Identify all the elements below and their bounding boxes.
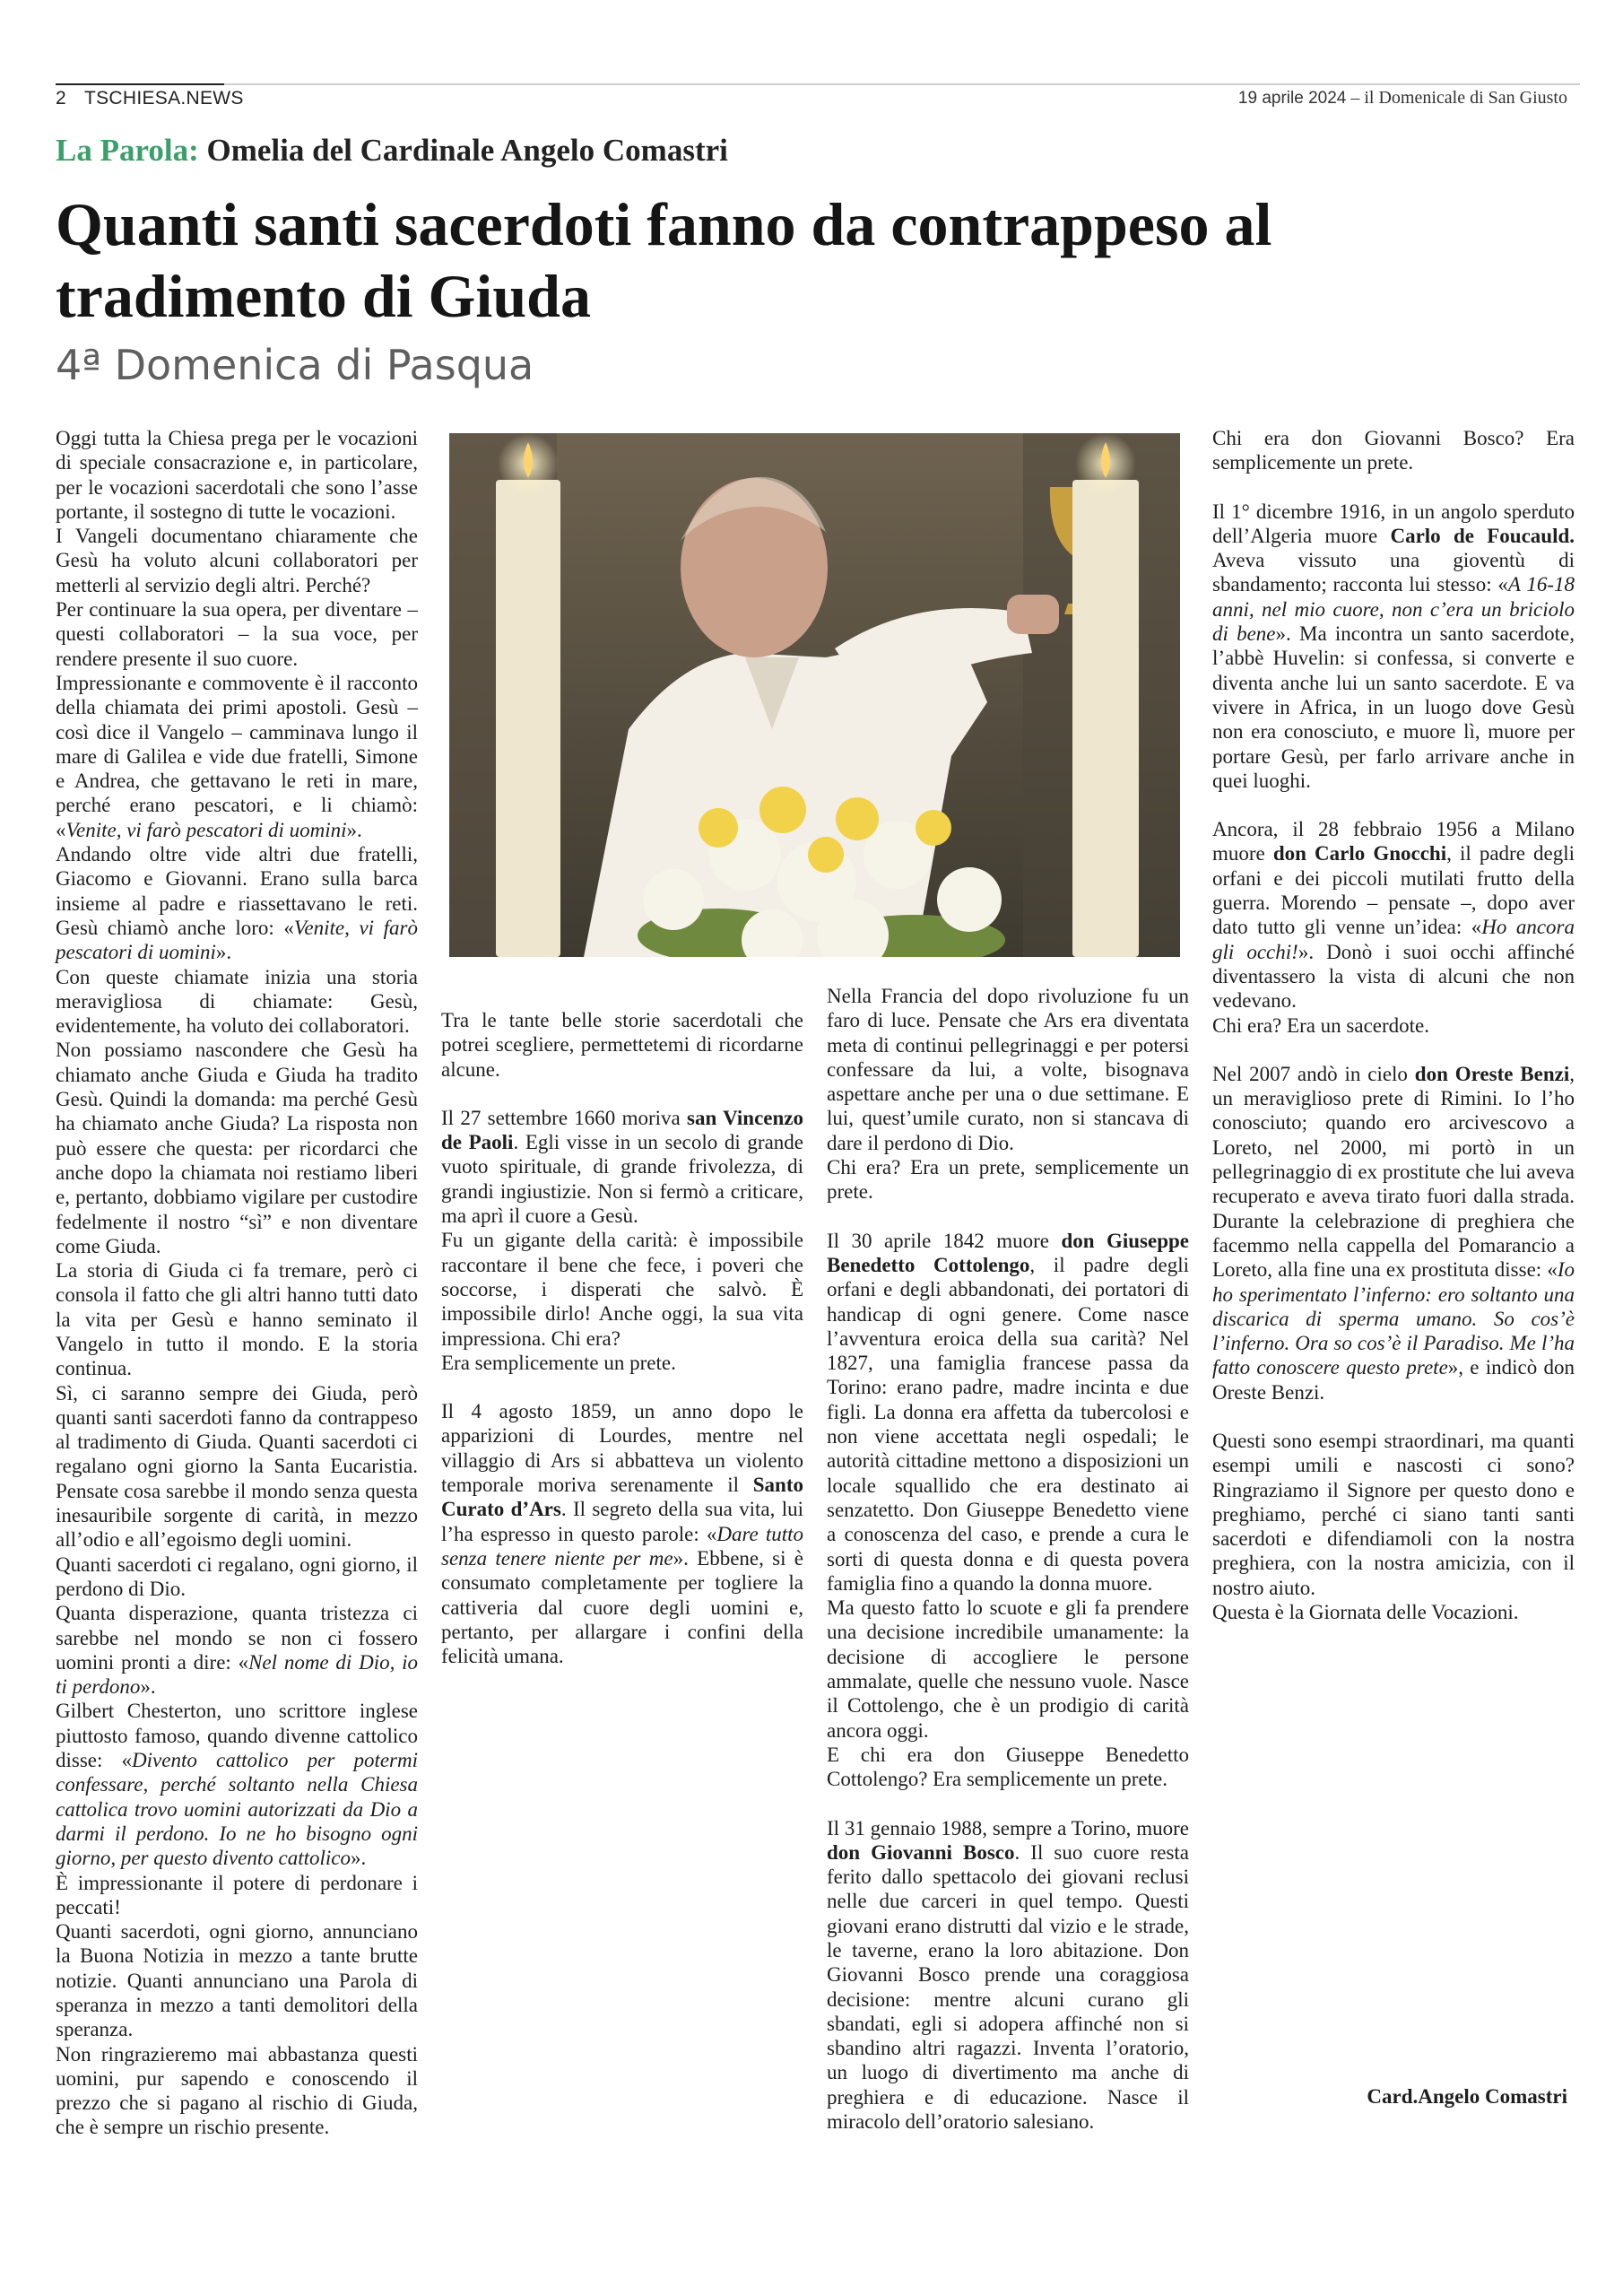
paragraph: Quanti sacerdoti ci regalano, ogni giorno, il perdono di Dio. xyxy=(56,1552,418,1600)
article-kicker xyxy=(56,133,728,169)
site-name[interactable]: TSCHIESA.NEWS xyxy=(83,88,244,109)
paragraph: Fu un gigante della carità: è impossibile raccontare il bene che fece, i poveri che soccorse, i disperati che salvò. È impossibile dirlo! Anche oggi, la sua vita impressiona. Chi era? xyxy=(441,1229,803,1350)
quote: Venite, vi farò pescatori di uomini xyxy=(65,818,347,841)
hand-shape xyxy=(1007,595,1059,634)
cardinal-elevating-chalice-image xyxy=(449,433,1180,957)
quote: A 16-18 anni, nel mio cuore, non c’era un briciolo di bene xyxy=(1212,573,1575,646)
paragraph: Non possiamo nascondere che Gesù ha chiamato anche Giuda e Giuda ha tradito Gesù. Quindi la domanda: ma perché Gesù ha chiamato anche Giuda? La risposta non può essere che questa: per ricordarci che anche dopo la chiamata noi restiamo liberi e, pertanto, dobbiamo vigilare per custodire fedelmente il nostro “sì” e non diventare come Giuda. xyxy=(56,1039,418,1257)
article-column-4 xyxy=(1212,426,1575,1624)
paragraph: Questa è la Giornata delle Vocazioni. xyxy=(1212,1601,1519,1624)
header-rule-accent xyxy=(56,83,224,85)
quote: Ho ancora gli occhi! xyxy=(1212,916,1575,963)
paragraph: Quanta disperazione, quanta tristezza ci sarebbe nel mondo se non ci fossero uomini pronti a dire: «Nel nome di Dio, io ti perdono». xyxy=(56,1602,418,1699)
paragraph: Chi era don Giovanni Bosco? Era semplicemente un prete. xyxy=(1212,427,1575,474)
name-highlight: don Giuseppe Benedetto Cottolengo xyxy=(827,1229,1189,1276)
name-highlight: don Giovanni Bosco xyxy=(827,1840,1015,1864)
right-candle xyxy=(1072,480,1139,957)
name-highlight: Santo Curato d’Ars xyxy=(441,1474,803,1521)
paragraph: Ma questo fatto lo scuote e gli fa prendere una decisione incredibile umanamente: la decisione di accogliere le persone ammalate, quelle che nessuno vuole. Nasce il Cottolengo, che è un prodigio di carità ancora oggi. xyxy=(827,1596,1189,1742)
paragraph: Impressionante e commovente è il racconto della chiamata dei primi apostoli. Gesù – così dice il Vangelo – camminava lungo il mare di Galilea e vide due fratelli, Simone e Andrea, che gettavano le reti in mare, perché erano pescatori, e li chiamò: «Venite, vi farò pescatori di uomini». xyxy=(56,671,418,841)
quote: Nel nome di Dio, io ti perdono xyxy=(56,1650,418,1699)
paragraph: Con queste chiamate inizia una storia meravigliosa di chiamate: Gesù, evidentemente, ha voluto dei collaboratori. xyxy=(56,965,418,1038)
quote: Divento cattolico per potermi confessare, perché soltanto nella Chiesa cattolica trovo uomini autorizzati da Dio a darmi il perdono. Io ne ho bisogno ogni giorno, per questo divento cattolico xyxy=(56,1749,418,1870)
header-separator: – xyxy=(1346,88,1365,108)
article-photo xyxy=(449,433,1180,957)
paragraph: Quanti sacerdoti, ogni giorno, annunciano la Buona Notizia in mezzo a tante brutte notizie. Quanti annunciano una Parola di speranza in mezzo a tanti demolitori della speranza. xyxy=(56,1920,418,2041)
paragraph: Il 1° dicembre 1916, in un angolo sperduto dell’Algeria muore Carlo de Foucauld. Aveva vissuto una gioventù di sbandamento; racconta lui stesso: «A 16-18 anni, nel mio cuore, non c’era un briciolo di bene». Ma incontra un santo sacerdote, l’abbè Huvelin: si confessa, si converte e diventa anche lui un santo sacerdote. E va vivere in Africa, in un luogo dove Gesù non era conosciuto, e muore lì, muore per portare Gesù, per farlo arrivare anche in quei luoghi. xyxy=(1212,500,1575,792)
page-number: 2 xyxy=(56,88,66,109)
name-highlight: don Oreste Benzi xyxy=(1414,1062,1570,1085)
paragraph: Nel 2007 andò in cielo don Oreste Benzi, un meraviglioso prete di Rimini. Io l’ho conosciuto; quando ero arcivescovo a Loreto, nel 2000, mi portò in un pellegrinaggio di ex prostitute che lui aveva recuperato e aveva tirato fuori dalla strada. Durante la celebrazione di preghiera che facemmo nella cappella del Pomarancio a Loreto, alla fine una ex prostituta disse: «Io ho sperimentato l’inferno: ero soltanto una discarica di sperma umano. So cos’è l’inferno. Ora so cos’è il Paradiso. Me l’ha fatto conoscere questo prete», e indicò don Oreste Benzi. xyxy=(1212,1062,1575,1404)
article-column-3 xyxy=(827,984,1189,2134)
paragraph: La storia di Giuda ci fa tremare, però ci consola il fatto che gli altri hanno tutti dato la vita per Gesù e hanno seminato il Vangelo in tutto il mondo. E la storia continua. xyxy=(56,1259,418,1380)
name-highlight: don Carlo Gnocchi xyxy=(1272,842,1447,865)
paragraph: Questi sono esempi straordinari, ma quanti esempi umili e nascosti ci sono? Ringraziamo il Signore per questo dono e preghiamo, perché ci siano tanti santi sacerdoti e difendiamoli con la nostra preghiera, con la nostra amicizia, con il nostro aiuto. xyxy=(1212,1429,1575,1599)
paragraph: Il 30 aprile 1842 muore don Giuseppe Benedetto Cottolengo, il padre degli orfani e degli abbandonati, dei portatori di handicap di ogni genere. Come nasce l’avventura eroica della sua carità? Nel 1827, una famiglia francese passa da Torino: erano padre, madre incinta e due figli. La donna era affetta da tubercolosi e non viene accettata negli ospedali; le autorità cittadine mettono a disposizioni un locale squallido che era destinato ai senzatetto. Don Giuseppe Benedetto viene a conoscenza del caso, e prende a cura le sorti di questa donna e di questa povera famiglia fino a quando la donna muore. xyxy=(827,1229,1189,1595)
paragraph: Il 4 agosto 1859, un anno dopo le apparizioni di Lourdes, mentre nel villaggio di Ars si abbatteva un violento temporale moriva serenamente il Santo Curato d’Ars. Il segreto della sua vita, lui l’ha espresso in questo parole: «Dare tutto senza tenere niente per me». Ebbene, si è consumato completamente per togliere la cattiveria dal cuore degli uomini e, pertanto, per allargare i confini della felicità umana. xyxy=(441,1400,803,1668)
paragraph: E chi era don Giuseppe Benedetto Cottolengo? Era semplicemente un prete. xyxy=(827,1743,1189,1791)
paragraph: Sì, ci saranno sempre dei Giuda, però quanti santi sacerdoti fanno da contrappeso al tradimento di Giuda. Quanti sacerdoti ci regalano ogni giorno la Santa Eucaristia. Pensate cosa sarebbe il mondo senza questa inesauribile sorgente di carità, in mezzo all’odio e all’egoismo degli uomini. xyxy=(56,1381,418,1552)
paragraph: Era semplicemente un prete. xyxy=(441,1351,676,1374)
header-right xyxy=(1238,88,1567,109)
header-rule xyxy=(56,83,1580,85)
paragraph: È impressionante il potere di perdonare i peccati! xyxy=(56,1871,418,1918)
quote: Dare tutto senza tenere niente per me xyxy=(441,1522,803,1570)
paragraph: Ancora, il 28 febbraio 1956 a Milano muore don Carlo Gnocchi, il padre degli orfani e dei piccoli mutilati frutto della guerra. Morendo – pensate –, dopo aver dato tutto gli venne un’idea: «Ho ancora gli occhi!». Donò i suoi occhi affinché diventassero la vista di alcuni che non vedevano. xyxy=(1212,818,1575,1013)
paragraph: Per continuare la sua opera, per diventare – questi collaboratori – la sua voce, per rendere presente il suo cuore. xyxy=(56,598,418,670)
paragraph: Il 31 gennaio 1988, sempre a Torino, muore don Giovanni Bosco. Il suo cuore resta ferito dallo spettacolo dei giovani reclusi nelle due carceri in quel tempo. Questi giovani erano distrutti dal vizio e le strade, le taverne, erano la loro abitazione. Don Giovanni Bosco prende una coraggiosa decisione: mentre alcuni curano gli sbandati, egli si adopera affinché non si sbandino altri ragazzi. Inventa l’oratorio, un luogo di divertimento ma anche di preghiera e di educazione. Nasce il miracolo dell’oratorio salesiano. xyxy=(827,1816,1189,2134)
name-highlight: san Vincenzo de Paoli xyxy=(441,1106,803,1154)
paragraph: Andando oltre vide altri due fratelli, Giacomo e Giovanni. Erano sulla barca insieme al padre e riassettavano le reti. Gesù chiamò anche loro: «Venite, vi farò pescatori di uomini». xyxy=(56,843,419,964)
kicker-text: Omelia del Cardinale Angelo Comastri xyxy=(206,133,728,168)
header-left xyxy=(56,88,244,109)
article-column-1 xyxy=(56,426,418,2140)
rubric-label: La Parola: xyxy=(56,133,199,168)
paragraph: Chi era? Era un sacerdote. xyxy=(1212,1013,1430,1037)
paragraph: Non ringrazieremo mai abbastanza questi uomini, pur sapendo e conoscendo il prezzo che si pagano al rischio di Giuda, che è sempre un rischio presente. xyxy=(56,2042,418,2139)
name-highlight: Carlo de Foucauld. xyxy=(1390,524,1575,547)
paragraph: I Vangeli documentano chiaramente che Gesù ha voluto alcuni collaboratori per metterli al servizio degli altri. Perché? xyxy=(56,525,418,596)
paragraph: Oggi tutta la Chiesa prega per le vocazioni di speciale consacrazione e, in particolare, per le vocazioni sacerdotali che sono l’asse portante, il sostegno di tutte le vocazioni. xyxy=(56,427,418,523)
article-title: Quanti santi sacerdoti fanno da contrappeso al tradimento di Giuda xyxy=(56,190,1272,330)
issue-date: 19 aprile 2024 xyxy=(1237,89,1347,108)
paragraph: Gilbert Chesterton, uno scrittore inglese piuttosto famoso, quando divenne cattolico disse: «Divento cattolico per potermi confessare, perché soltanto nella Chiesa cattolica trovo uomini autorizzati da Dio a darmi il perdono. Io ne ho bisogno ogni giorno, per questo divento cattolico». xyxy=(56,1700,418,1870)
paragraph: Chi era? Era un prete, semplicemente un prete. xyxy=(827,1156,1189,1204)
paragraph: Il 27 settembre 1660 moriva san Vincenzo de Paoli. Egli visse in un secolo di grande vuoto spirituale, di grande frivolezza, di grandi ingiustizie. Non si fermò a criticare, ma aprì il cuore a Gesù. xyxy=(441,1106,803,1228)
quote: Io ho sperimentato l’inferno: ero soltanto una discarica di sperma umano. So cos’è l’inferno. Ora so cos’è il Paradiso. Me l’ha fatto conoscere questo prete xyxy=(1212,1258,1575,1379)
quote: Venite, vi farò pescatori di uomini xyxy=(56,916,419,964)
article-subtitle: 4ª Domenica di Pasqua xyxy=(56,341,534,389)
article-column-2 xyxy=(441,984,803,1668)
author-signature: Card.Angelo Comastri xyxy=(1367,2085,1567,2108)
paragraph: Tra le tante belle storie sacerdotali che potrei scegliere, permettetemi di ricordarne alcune. xyxy=(441,1009,803,1081)
left-candle xyxy=(496,480,560,957)
paragraph: Nella Francia del dopo rivoluzione fu un faro di luce. Pensate che Ars era diventata meta di continui pellegrinaggi e per potersi confessare da lui, a volte, bisognava aspettare anche per una o due settimane. E lui, quest’umile curato, non si stancava di dare il perdono di Dio. xyxy=(827,985,1189,1154)
publication-name: il Domenicale di San Giusto xyxy=(1364,88,1567,108)
